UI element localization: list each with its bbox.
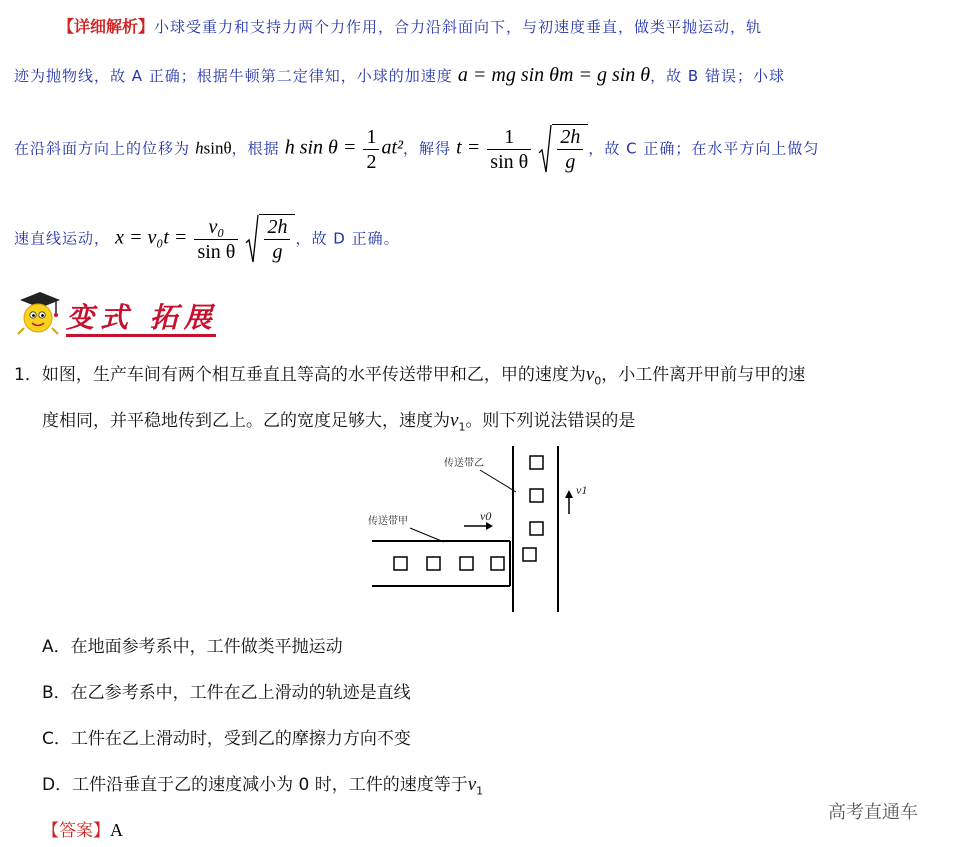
label-v1: v1 <box>576 483 588 497</box>
workpiece <box>460 557 473 570</box>
workpiece <box>530 522 543 535</box>
workpiece <box>523 548 536 561</box>
question-number: 1． <box>14 365 42 385</box>
option-c: C．工件在乙上滑动时，受到乙的摩擦力方向不变 <box>42 729 411 749</box>
answer-line <box>42 816 123 841</box>
banner-title: 变式 拓展 <box>66 301 218 334</box>
sqrt-2h-over-g: $\frac{2h}{g}$ <box>538 124 588 174</box>
workpiece <box>427 557 440 570</box>
sqrt-2h-over-g-2: $\frac{2h}{g}$ <box>245 214 295 264</box>
label-belt-a: 传送带甲 <box>368 516 408 527</box>
analysis-line-4: 速直线运动， x = v₀t = $\frac{\text{v₀}}{\text{sin θ}}$ $\frac{2h}{g}$ ，故 D 正确。 <box>14 215 400 263</box>
workpiece <box>530 456 543 469</box>
analysis-line-2: 迹为抛物线，故 A 正确；根据牛顿第二定律知，小球的加速度 a = mg sin θm = g sin θ，故 B 错误；小球 <box>14 64 785 86</box>
option-a: A．在地面参考系中，工件做类平抛运动 <box>42 637 343 657</box>
banner-underline <box>66 334 216 337</box>
fraction-v0-over-sin: $\frac{\text{v₀}}{\text{sin θ}}$ <box>194 215 238 264</box>
watermark: 高考直通车 <box>828 802 918 823</box>
label-v0: v0 <box>480 509 492 523</box>
workpiece <box>394 557 407 570</box>
scholar-mascot-icon <box>12 288 64 338</box>
option-b: B．在乙参考系中，工件在乙上滑动的轨迹是直线 <box>42 683 411 703</box>
question-line-1: 1．如图，生产车间有两个相互垂直且等高的水平传送带甲和乙，甲的速度为$v_0$，小工件离开甲前与甲的速 <box>14 364 806 388</box>
label-belt-b: 传送带乙 <box>444 458 484 469</box>
analysis-tag: 【详细解析】 <box>58 17 155 36</box>
workpiece <box>530 489 543 502</box>
analysis-line-3: 在沿斜面方向上的位移为 hsinθ，根据 h sin θ = $\frac{1}{2}$ at²，解得 t = $\frac{1}{\text{sin θ}}$ $\frac{2h}{g}$ ，故 C 正确；在水平方向上做匀 <box>14 125 820 173</box>
answer-value: A <box>110 820 123 840</box>
option-d: D．工件沿垂直于乙的速度减小为 0 时，工件的速度等于$v_1$ <box>42 774 484 798</box>
conveyor-figure <box>360 440 600 620</box>
fraction-one-half: $\frac{1}{2}$ <box>363 125 379 174</box>
acceleration-formula: a = mg sin θm = g sin θ <box>457 64 651 86</box>
fraction-one-over-sin: $\frac{1}{\text{sin θ}}$ <box>487 125 531 174</box>
workpiece <box>491 557 504 570</box>
answer-tag: 【答案】 <box>42 821 110 841</box>
question-line-2: 度相同，并平稳地传到乙上。乙的宽度足够大，速度为$v_1$。则下列说法错误的是 <box>42 410 636 434</box>
analysis-line-1: 【详细解析】小球受重力和支持力两个力作用，合力沿斜面向下，与初速度垂直，做类平抛运动，轨 <box>58 17 763 36</box>
